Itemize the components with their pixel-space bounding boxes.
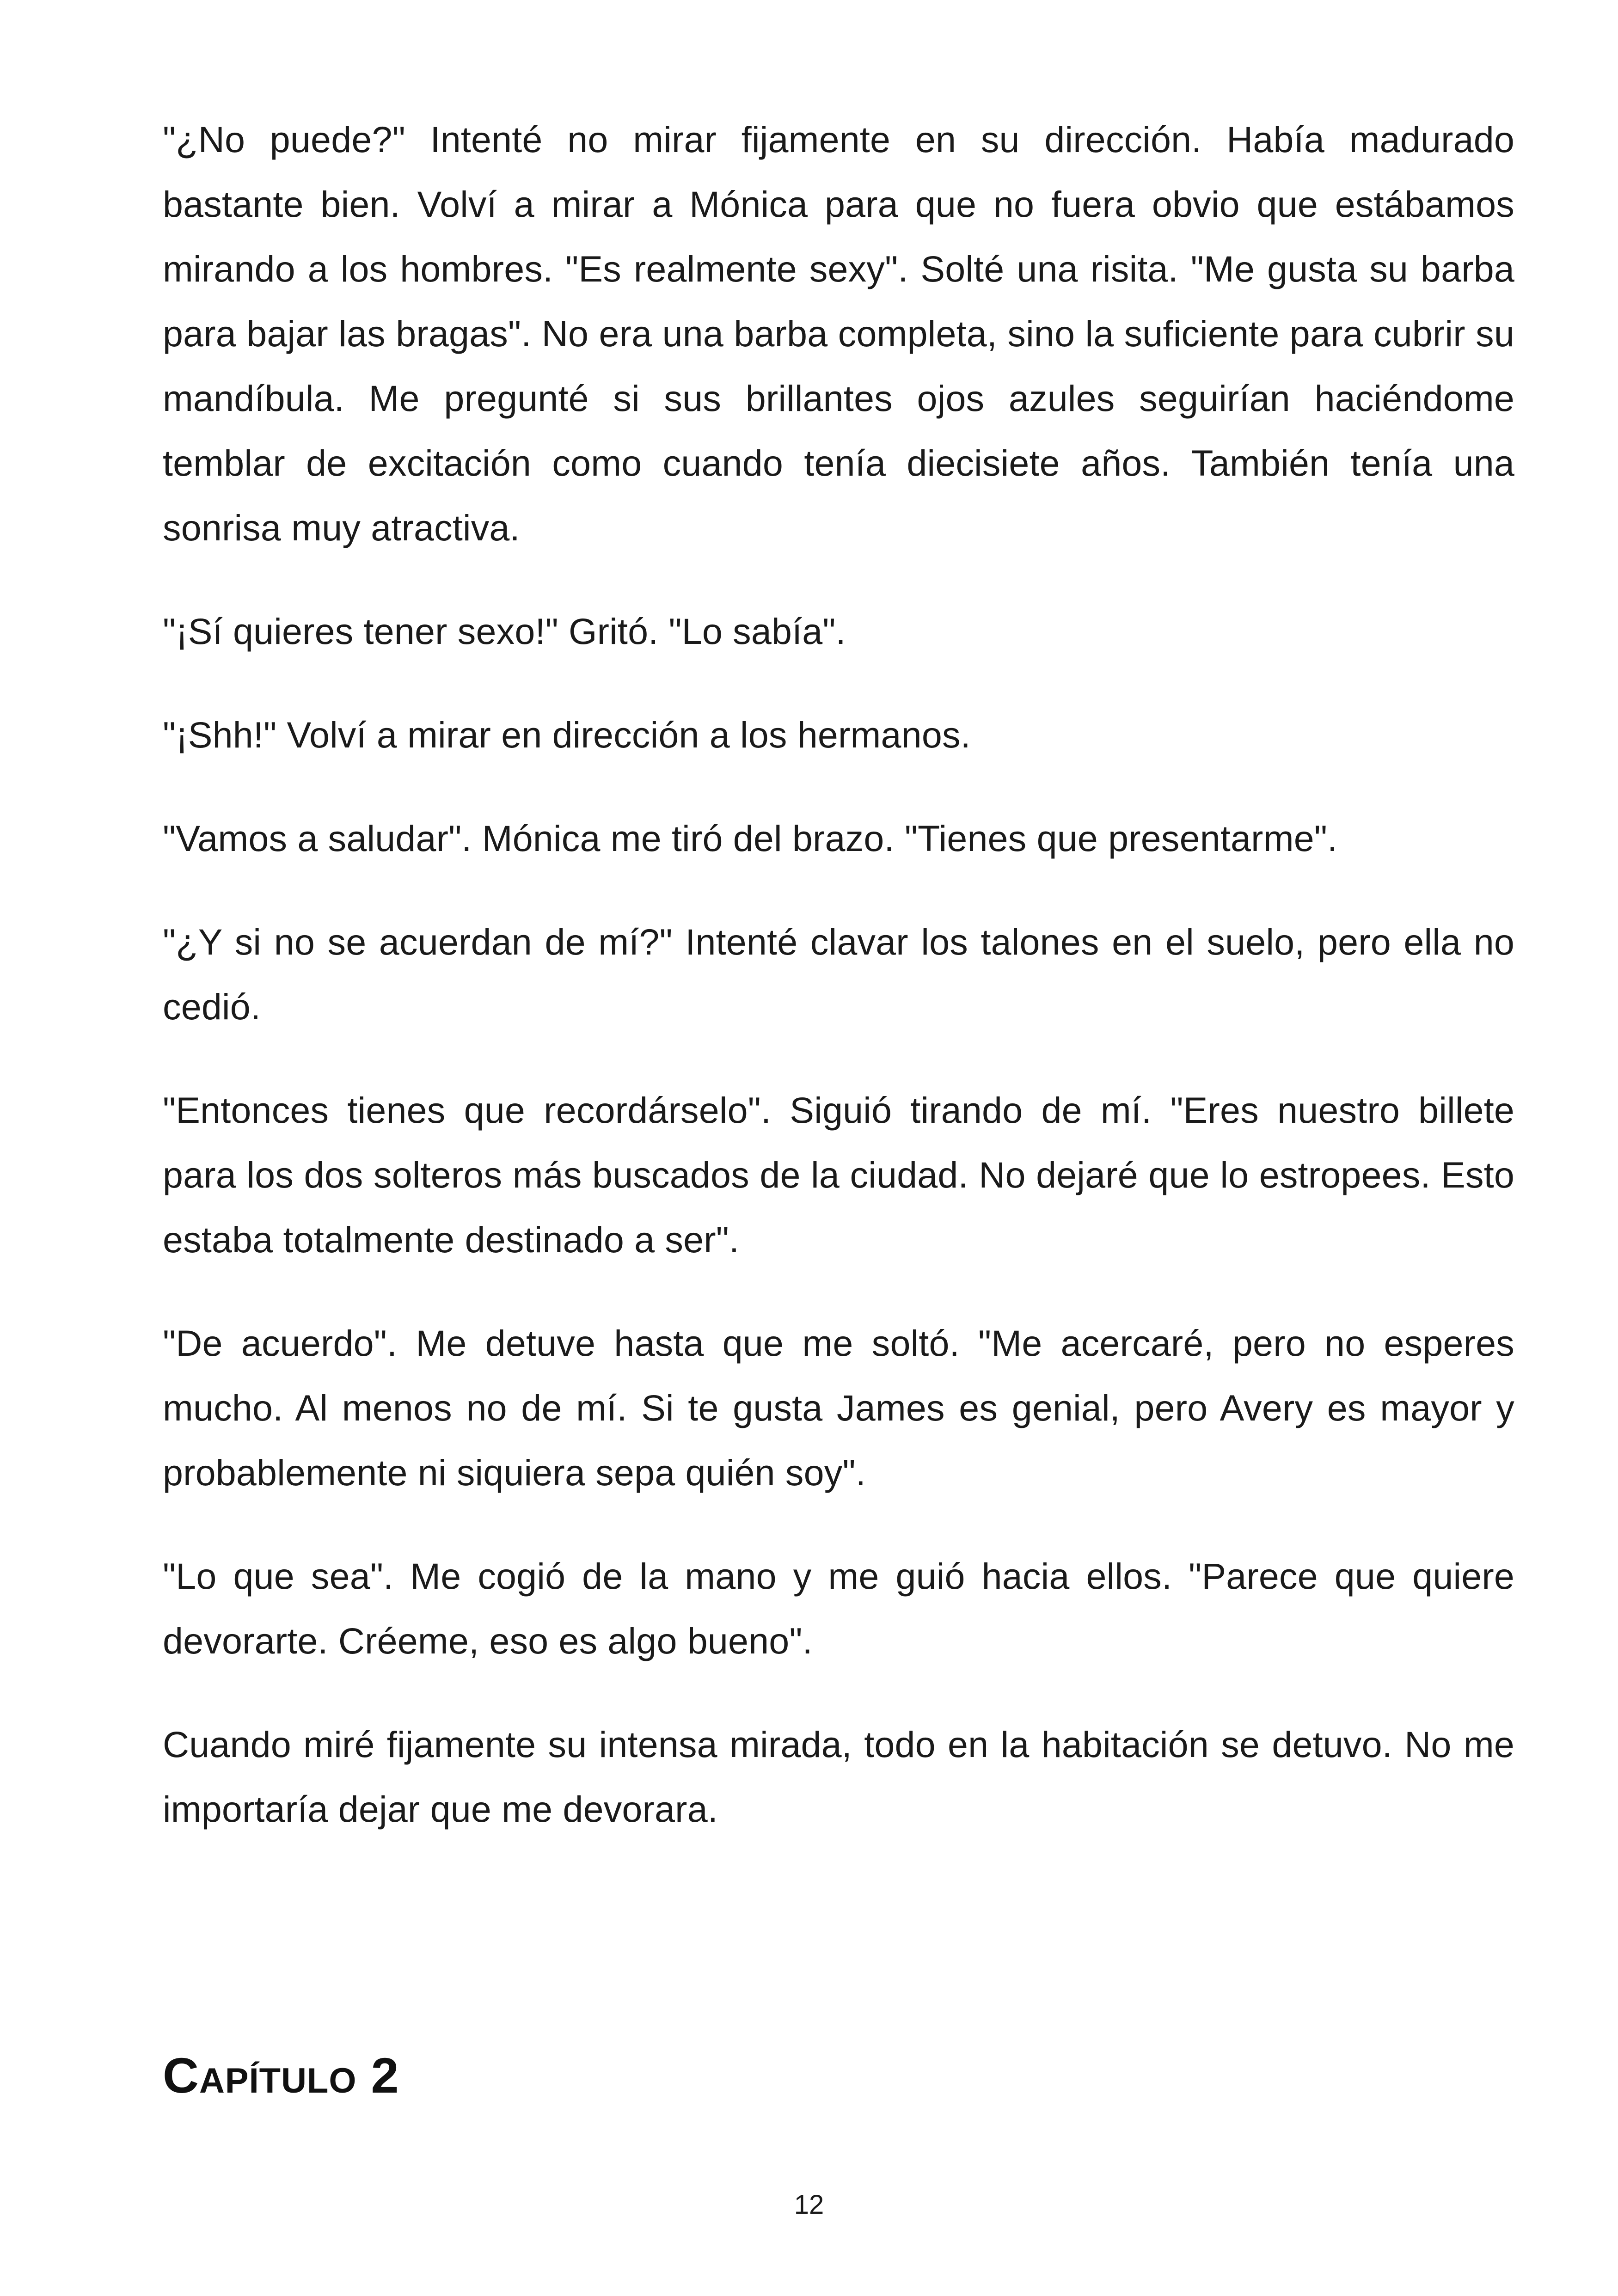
paragraph-1: "¿No puede?" Intenté no mirar fijamente en su dirección. Había madurado bastante bien. Volví a mirar a Mónica para que no fuera obvio que estábamos mirando a los hombres. "Es realmente sexy". Solté una risita. "Me gusta su barba para bajar las bragas". No era una barba completa, sino la suficiente para cubrir su mandíbula. Me pregunté si sus brillantes ojos azules seguirían haciéndome temblar de excitación como cuando tenía diecisiete años. También tenía una sonrisa muy atractiva.	[163, 119, 1514, 548]
page-number: 12	[794, 2190, 824, 2220]
paragraph-7: "De acuerdo". Me detuve hasta que me soltó. "Me acercaré, pero no esperes mucho. Al menos no de mí. Si te gusta James es genial, pero Avery es mayor y probablemente ni siquiera sepa quién soy".	[163, 1322, 1514, 1493]
paragraph-4: "Vamos a saludar". Mónica me tiró del brazo. "Tienes que presentarme".	[163, 818, 1338, 859]
paragraph-3: "¡Shh!" Volví a mirar en dirección a los hermanos.	[163, 714, 971, 755]
paragraph-2: "¡Sí quieres tener sexo!" Gritó. "Lo sabía".	[163, 611, 846, 652]
chapter-heading: Capítulo 2	[163, 2047, 399, 2103]
body-text	[163, 107, 1514, 1880]
paragraph-8: "Lo que sea". Me cogió de la mano y me guió hacia ellos. "Parece que quiere devorarte. Créeme, eso es algo bueno".	[163, 1555, 1514, 1661]
paragraph-5: "¿Y si no se acuerdan de mí?" Intenté clavar los talones en el suelo, pero ella no cedió.	[163, 921, 1514, 1027]
paragraph-6: "Entonces tienes que recordárselo". Siguió tirando de mí. "Eres nuestro billete para los dos solteros más buscados de la ciudad. No dejaré que lo estropees. Esto estaba totalmente destinado a ser".	[163, 1090, 1514, 1260]
paragraph-9: Cuando miré fijamente su intensa mirada, todo en la habitación se detuvo. No me importaría dejar que me devorara.	[163, 1724, 1514, 1830]
